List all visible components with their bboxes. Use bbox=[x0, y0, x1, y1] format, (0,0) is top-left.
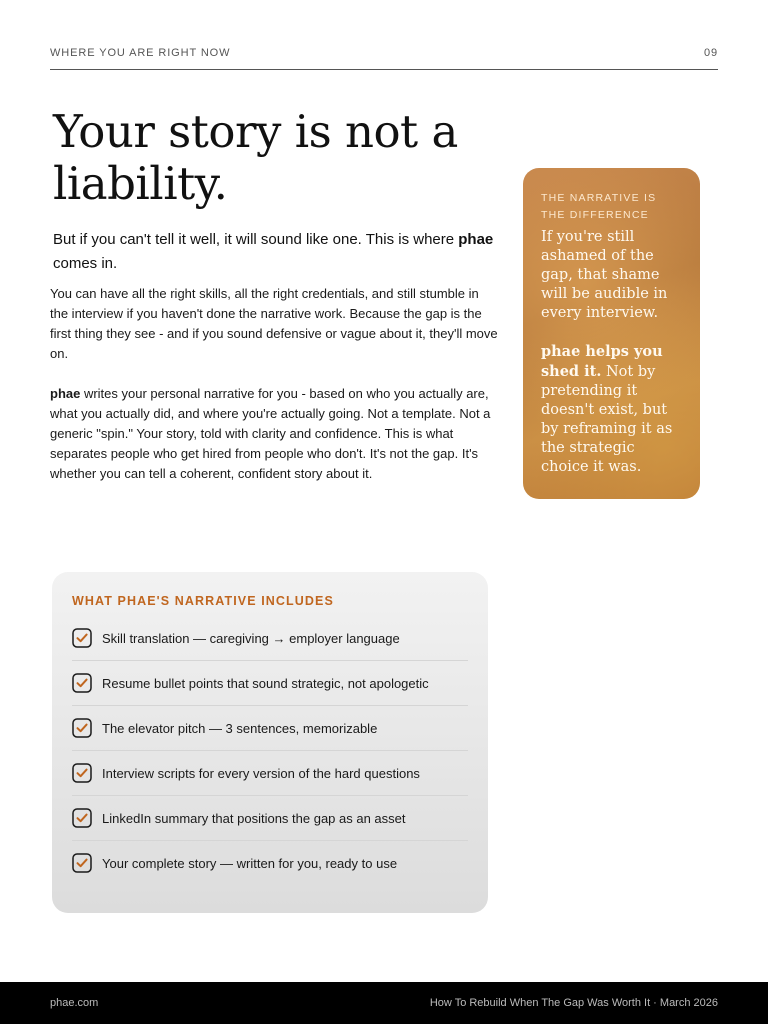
list-item bbox=[72, 796, 468, 841]
includes-card bbox=[52, 572, 488, 913]
body-paragraph-1: You can have all the right skills, all the right credentials, and still stumble in the interview if you haven't done the narrative work. Because the gap is the first thing they see - and if you sound defensive or vague about it, they'll move on. bbox=[50, 286, 498, 361]
narrative-callout bbox=[523, 168, 700, 499]
body-text bbox=[50, 284, 498, 484]
callout-paragraph-2 bbox=[541, 342, 682, 477]
page-number: 09 bbox=[703, 47, 718, 59]
list-item-label: LinkedIn summary that positions the gap as an asset bbox=[102, 810, 406, 826]
body-paragraph-2 bbox=[50, 384, 498, 484]
checkbox-checked-icon bbox=[72, 763, 92, 783]
callout-eyebrow: THE NARRATIVE IS THE DIFFERENCE bbox=[541, 192, 657, 221]
checkbox-checked-icon bbox=[72, 808, 92, 828]
body-brand: phae bbox=[50, 386, 81, 401]
checkbox-checked-icon bbox=[72, 718, 92, 738]
lead-brand: phae bbox=[458, 231, 494, 248]
footer-document-title: How To Rebuild When The Gap Was Worth It · March 2026 bbox=[429, 997, 718, 1009]
list-item-label: The elevator pitch — 3 sentences, memorizable bbox=[102, 720, 378, 736]
list-item-label: Your complete story — written for you, ready to use bbox=[102, 855, 398, 871]
checkbox-checked-icon bbox=[72, 673, 92, 693]
callout-bold-lead: phae helps you shed it. bbox=[541, 343, 663, 380]
body-paragraph-2-text: writes your personal narrative for you - based on who you actually are, what you actually did, and where you're actually going. Not a template. Not a generic "spin." Your story, told with clarity and confidence. This is what separates people who get hired from people who don't. It's not the gap. It's whether you can tell a coherent, confident story about it. bbox=[50, 386, 491, 481]
lead-text-1: But if you can't tell it well, it will sound like one. This is where bbox=[53, 231, 459, 248]
list-item bbox=[72, 616, 468, 661]
section-label: WHERE YOU ARE RIGHT NOW bbox=[50, 47, 231, 59]
list-item bbox=[72, 841, 468, 885]
list-item-label: Interview scripts for every version of the hard questions bbox=[102, 765, 420, 781]
page-footer bbox=[0, 982, 768, 1024]
includes-list bbox=[72, 616, 468, 885]
callout-paragraph-1: If you're still ashamed of the gap, that shame will be audible in every interview. bbox=[541, 229, 668, 321]
checkbox-checked-icon bbox=[72, 628, 92, 648]
lead-text-2: comes in. bbox=[53, 255, 118, 272]
list-item bbox=[72, 661, 468, 706]
list-item-label: Skill translation — caregiving → employer language bbox=[102, 630, 400, 646]
list-item bbox=[72, 706, 468, 751]
lead-paragraph bbox=[53, 228, 498, 276]
list-item bbox=[72, 751, 468, 796]
checkbox-checked-icon bbox=[72, 853, 92, 873]
running-header bbox=[50, 47, 718, 70]
page-title: Your story is not a liability. bbox=[53, 105, 458, 210]
list-item-label: Resume bullet points that sound strategic, not apologetic bbox=[102, 675, 429, 691]
callout-paragraph-2-text: Not by pretending it doesn't exist, but by reframing it as the strategic choice it was. bbox=[541, 364, 673, 475]
footer-site: phae.com bbox=[50, 997, 99, 1009]
includes-title: WHAT PHAE'S NARRATIVE INCLUDES bbox=[72, 594, 334, 608]
